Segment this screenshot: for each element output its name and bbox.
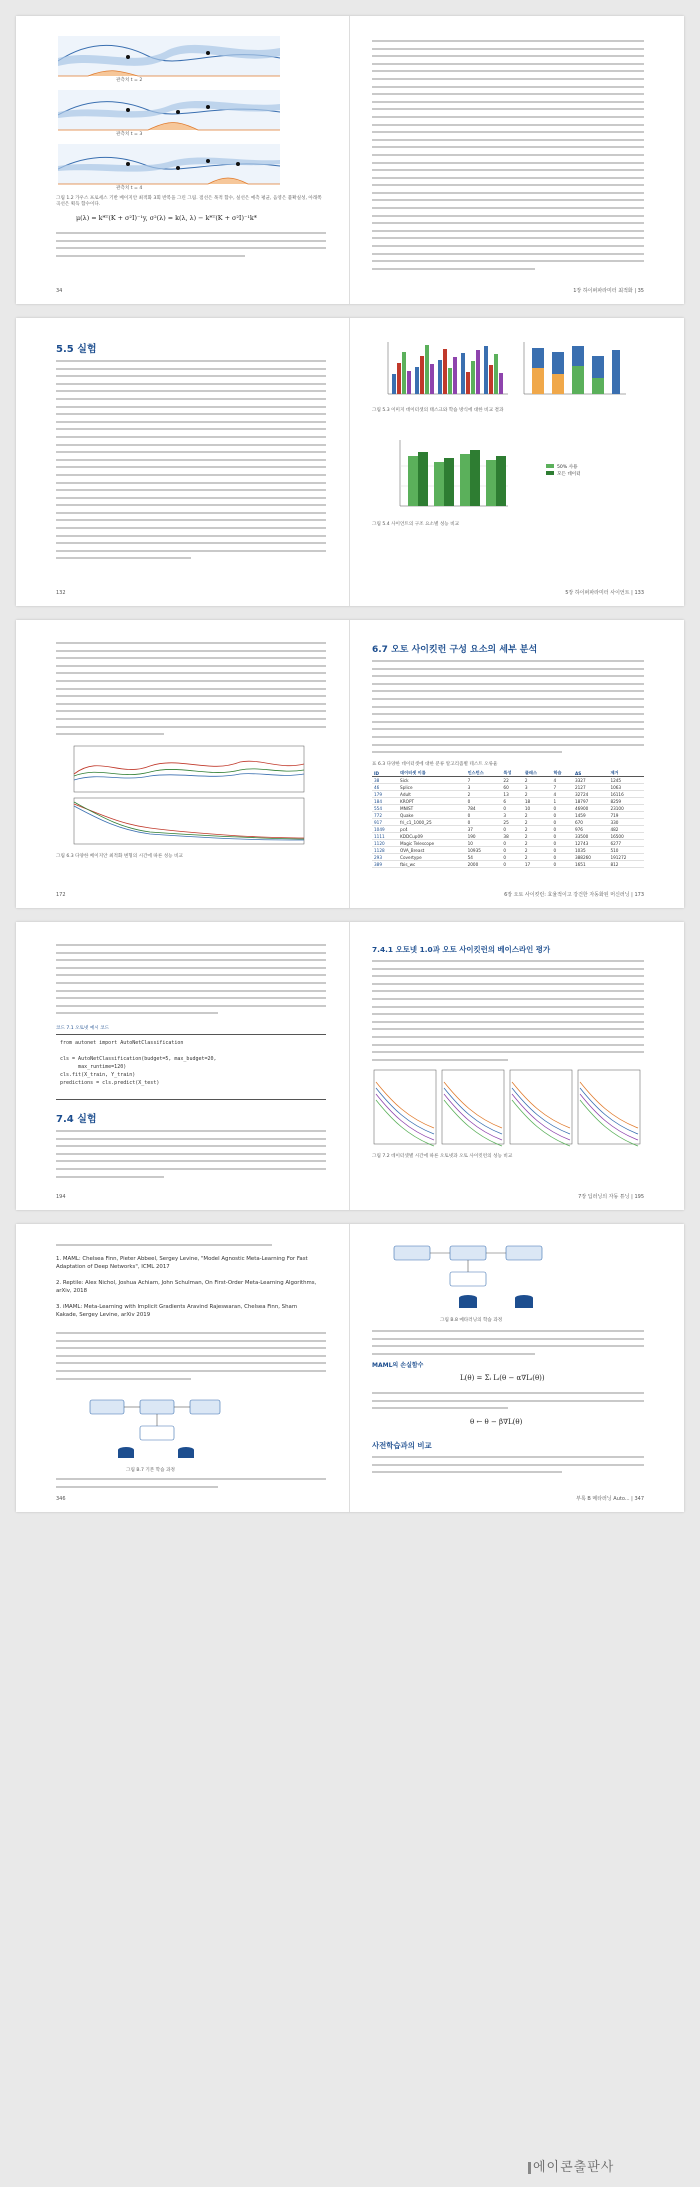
table-cell: 2 [523,791,552,798]
table-cell: 17 [523,861,552,868]
bar [489,365,493,394]
meta-learning-diagram [390,1242,550,1314]
table-cell: 37 [466,826,502,833]
column-header: 제거 [608,770,644,777]
legend-label: 모든 데이터 [557,472,581,477]
spread-5 [16,1224,684,1512]
page-number: 172 [56,892,66,898]
table-cell: 0 [552,854,573,861]
page-number: 133 [634,590,644,596]
running-header: 부록 B 메타러닝 Auto... | 347 [576,1496,644,1502]
header-title: 5장 하이퍼파라미터 사이언트 [565,590,630,596]
table-cell: 10 [466,840,502,847]
training-flow-diagram [86,1392,226,1462]
table-cell: 3327 [573,777,608,784]
table-cell: 2 [523,819,552,826]
table-cell: 33500 [573,833,608,840]
publisher-name: 에이콘출판사 [533,2160,615,2175]
body-text [372,40,644,275]
table-cell: 60 [501,784,522,791]
page-34 [16,16,350,304]
table-cell: fri_c1_1000_25 [398,819,466,826]
body-text [372,1392,644,1415]
spread-1 [16,16,684,304]
bar [484,346,488,394]
table-cell: 6 [501,798,522,805]
running-header: 6장 오토 사이킷런: 효율적이고 강건한 자동화된 머신러닝 | 173 [504,892,644,898]
table-cell: 917 [372,819,398,826]
running-header: 7장 딥러닝의 자동 튜닝 | 195 [578,1194,644,1200]
subsection-heading: 7.4.1 오토넷 1.0과 오토 사이킷런의 베이스라인 평가 [372,945,551,954]
body-text [56,1244,326,1252]
stacked-bar-chart [518,338,628,402]
bar [453,357,457,394]
dataset-table [372,770,644,868]
plot-panel [374,1070,436,1144]
page-172 [16,620,350,908]
table-cell: 2 [523,812,552,819]
table-cell: 1120 [372,840,398,847]
column-header: 클래스 [523,770,552,777]
fig-label-t4: 관측치 t = 4 [116,186,143,191]
bayesian-optimization-figure [58,36,280,186]
table-row [372,784,644,791]
running-header: 5장 하이퍼파라미터 사이언트 | 133 [565,590,644,596]
page-133 [350,318,684,606]
bar [471,361,475,394]
table-cell: 554 [372,805,398,812]
table-cell: 190 [466,833,502,840]
table-cell: 16500 [608,833,644,840]
bar [402,352,406,394]
table-cell: 16116 [608,791,644,798]
bar [499,373,503,394]
table-cell: 10935 [466,847,502,854]
page-number: 132 [56,590,66,596]
table-cell: 2 [523,840,552,847]
table-cell: 38 [501,833,522,840]
table-cell: 22 [501,777,522,784]
body-text [372,1456,644,1479]
figure-caption: 그림 B.8 메타러닝의 학습 과정 [440,1318,503,1323]
table-cell: 0 [552,805,573,812]
page-number: 195 [634,1194,644,1200]
fig-label-t3: 관측치 t = 3 [116,132,143,137]
table-cell: 7 [466,777,502,784]
table-cell: 3 [466,784,502,791]
table-cell: 0 [466,819,502,826]
section-heading: 5.5 실험 [56,344,97,355]
table-cell: 1651 [573,861,608,868]
table-row [372,840,644,847]
figure-caption: 그림 1.2 가우스 프로세스 기반 베이지안 최적화 3회 반복을 그린 그림. 점선은 목적 함수, 실선은 예측 평균, 음영은 불확실성, 아래쪽 곡선은 획득 함수이다. [56,196,322,207]
table-cell: 1063 [608,784,644,791]
bar [466,372,470,394]
table-cell: 293 [372,854,398,861]
table-cell: 388260 [573,854,608,861]
table-cell: 389 [372,861,398,868]
table-cell: 1049 [372,826,398,833]
page-195 [350,922,684,1210]
page-132 [16,318,350,606]
table-cell: 46900 [573,805,608,812]
table-cell: 25 [501,819,522,826]
table-cell: 0 [466,812,502,819]
figure-caption: 그림 B.7 기본 학습 과정 [126,1468,175,1473]
section-heading: 7.4 실험 [56,1114,97,1125]
table-cell: 0 [501,854,522,861]
bar [392,374,396,394]
table-row [372,791,644,798]
table-cell: 38 [372,777,398,784]
section-heading: 6.7 오토 사이킷런 구성 요소의 세부 분석 [372,645,538,655]
header-title: 부록 B 메타러닝 Auto... [576,1496,630,1502]
table-cell: 1 [552,798,573,805]
green-bar-chart [390,436,510,514]
column-header: 인스턴스 [466,770,502,777]
column-header: AS [573,770,608,777]
table-cell: 0 [552,861,573,868]
table-row [372,805,644,812]
table-cell: fbis_wc [398,861,466,868]
body-text [56,1478,326,1493]
chart-caption-2: 그림 5.4 사이언트의 구조 요소별 성능 비교 [372,522,460,527]
bar [443,349,447,394]
page-346 [16,1224,350,1512]
table-cell: 3 [523,784,552,791]
table-cell: 4 [552,791,573,798]
equation-1: L(θ) = Σᵢ Lᵢ(θ − α∇Lᵢ(θ)) [460,1374,545,1382]
publisher-logo-icon [528,2162,531,2174]
body-text [56,944,326,1020]
column-header: 특성 [501,770,522,777]
table-cell: KDDCup09 [398,833,466,840]
legend-label: 50% 사용 [557,465,578,470]
table-cell: 191272 [608,854,644,861]
body-text [56,1332,326,1385]
equation-2: θ ← θ − β∇L(θ) [470,1418,523,1426]
table-cell: 1128 [372,847,398,854]
table-cell: 10 [523,805,552,812]
page-number: 173 [634,892,644,898]
table-cell: pc4 [398,826,466,833]
subheading-maml-loss: MAML의 손실함수 [372,1362,424,1369]
table-row [372,826,644,833]
body-text [372,960,644,1066]
table-cell: 0 [501,826,522,833]
bar [494,354,498,394]
table-cell: KROPT [398,798,466,805]
table-cell: 2 [523,847,552,854]
table-cell: 184 [372,798,398,805]
table-row [372,777,644,784]
table-cell: 482 [608,826,644,833]
table-cell: 1111 [372,833,398,840]
table-caption: 표 6.3 다양한 데이터셋에 대한 분류 알고리즘별 테스트 오류율 [372,762,498,767]
header-title: 1장 하이퍼파라미터 최적화 [573,288,633,294]
reference-1: 1. MAML: Chelsea Finn, Pieter Abbeel, Sergey Levine, "Model Agnostic Meta-Learning For Fast Adaptation of Deep Networks", ICML 2017 [56,1256,308,1270]
page-347 [350,1224,684,1512]
body-text [56,642,326,741]
body-text [56,232,326,262]
bar [476,350,480,394]
bar [415,367,419,394]
legend [546,464,581,478]
running-header: 1장 하이퍼파라미터 최적화 | 35 [573,288,644,294]
page-35 [350,16,684,304]
code-block: from autonet import AutoNetClassification cls = AutoNetClassification(budget=5, max_budget=20, max_runtime=120) cls.fit(X_train, Y_train) predictions = cls.predict(X_test) [60,1040,217,1086]
subheading-comparison: 사전학습과의 비교 [372,1441,432,1450]
page-number: 347 [634,1496,644,1502]
table-cell: Covertype [398,854,466,861]
bar [461,353,465,394]
table-cell: 54 [466,854,502,861]
table-cell: 12743 [573,840,608,847]
table-cell: 6277 [608,840,644,847]
bar [425,345,429,394]
code-label: 코드 7.1 오토넷 예시 코드 [56,1026,110,1031]
table-cell: 0 [552,812,573,819]
table-cell: 18797 [573,798,608,805]
table-row [372,812,644,819]
table-cell: 1035 [573,847,608,854]
table-cell: Magic Telescope [398,840,466,847]
header-title: 6장 오토 사이킷런: 효율적이고 강건한 자동화된 머신러닝 [504,892,630,898]
table-row [372,833,644,840]
table-row [372,798,644,805]
table-cell: 3 [501,812,522,819]
column-header: 데이터셋 이름 [398,770,466,777]
plot-panel [578,1070,640,1144]
table-cell: 2 [523,854,552,861]
table-cell: 179 [372,791,398,798]
table-cell: 18 [523,798,552,805]
table-cell: 330 [608,819,644,826]
table-cell: 4 [552,777,573,784]
table-cell: 812 [608,861,644,868]
table-cell: 8259 [608,798,644,805]
table-cell: 0 [501,847,522,854]
chart-caption-1: 그림 5.3 이미지 데이터셋의 태스크와 학습 방식에 대한 비교 결과 [372,408,504,413]
spread-3 [16,620,684,908]
bar [438,360,442,394]
page-number: 35 [637,288,644,294]
page-173 [350,620,684,908]
table-row [372,847,644,854]
table-cell: 976 [573,826,608,833]
table-row [372,819,644,826]
table-cell: 0 [501,861,522,868]
body-text [56,1130,326,1183]
bar [430,364,434,394]
fig-label-t2: 관측치 t = 2 [116,78,143,83]
table-cell: 46 [372,784,398,791]
plot-caption: 그림 6.3 다양한 베이지안 최적화 변형의 시간에 따른 성능 비교 [56,854,183,859]
table-cell: 1245 [608,777,644,784]
multi-panel-plot [372,1068,642,1148]
table-cell: Quake [398,812,466,819]
code-box [56,1034,326,1100]
reference-2: 2. Reptile: Alex Nichol, Joshua Achiam, John Schulman, On First-Order Meta-Learning Algorithms, arXiv, 2018 [56,1280,317,1294]
page-number: 194 [56,1194,66,1200]
page-number: 346 [56,1496,66,1502]
table-cell: Splice [398,784,466,791]
line-plot-convergence [60,744,310,848]
table-cell: 0 [501,805,522,812]
table-cell: 2 [466,791,502,798]
table-cell: OVA_Breast [398,847,466,854]
table-cell: 7 [552,784,573,791]
table-cell: 0 [552,833,573,840]
body-text [372,1330,644,1360]
table-cell: 784 [466,805,502,812]
table-cell: 510 [608,847,644,854]
bar [420,356,424,394]
plot-panel [442,1070,504,1144]
column-header: 학습 [552,770,573,777]
table-cell: 2 [523,777,552,784]
table-cell: 0 [552,840,573,847]
bar [397,363,401,394]
reference-3: 3. iMAML: Meta-Learning with Implicit Gradients Aravind Rajeswaran, Chelsea Finn, Sham Kakade, Sergey Levine, arXiv 2019 [56,1304,298,1318]
table-row [372,861,644,868]
table-cell: 670 [573,819,608,826]
legend-item [546,464,581,471]
table-cell: Sick [398,777,466,784]
bar-chart-comparison [380,338,510,402]
table-cell: 719 [608,812,644,819]
table-cell: 0 [466,798,502,805]
table-cell: 0 [552,826,573,833]
body-text [372,660,644,759]
bar [448,368,452,394]
table-cell: 2 [523,826,552,833]
equation: μ(λ) = k*ᵀ(K + σ²I)⁻¹y, σ²(λ) = k(λ, λ) − k*ᵀ(K + σ²I)⁻¹k* [76,214,257,222]
body-text [56,360,326,565]
table-row [372,854,644,861]
table-cell: 0 [552,847,573,854]
column-header: ID [372,770,398,777]
table-cell: 0 [552,819,573,826]
table-cell: Adult [398,791,466,798]
table-cell: 2000 [466,861,502,868]
spread-2 [16,318,684,606]
header-title: 7장 딥러닝의 자동 튜닝 [578,1194,630,1200]
table-cell: 772 [372,812,398,819]
publisher-logo [528,2156,614,2175]
table-cell: 23100 [608,805,644,812]
table-cell: 13 [501,791,522,798]
table-cell: MNIST [398,805,466,812]
legend-item [546,471,581,478]
table-cell: 0 [501,840,522,847]
page-194 [16,922,350,1210]
table-cell: 2 [523,833,552,840]
table-cell: 2127 [573,784,608,791]
bar [407,371,411,394]
page-number: 34 [56,288,63,294]
plot-panel [510,1070,572,1144]
spread-4 [16,922,684,1210]
table-cell: 32724 [573,791,608,798]
plot-caption: 그림 7.2 데이터셋별 시간에 따른 오토넷과 오토 사이킷런의 성능 비교 [372,1154,513,1159]
table-cell: 1459 [573,812,608,819]
